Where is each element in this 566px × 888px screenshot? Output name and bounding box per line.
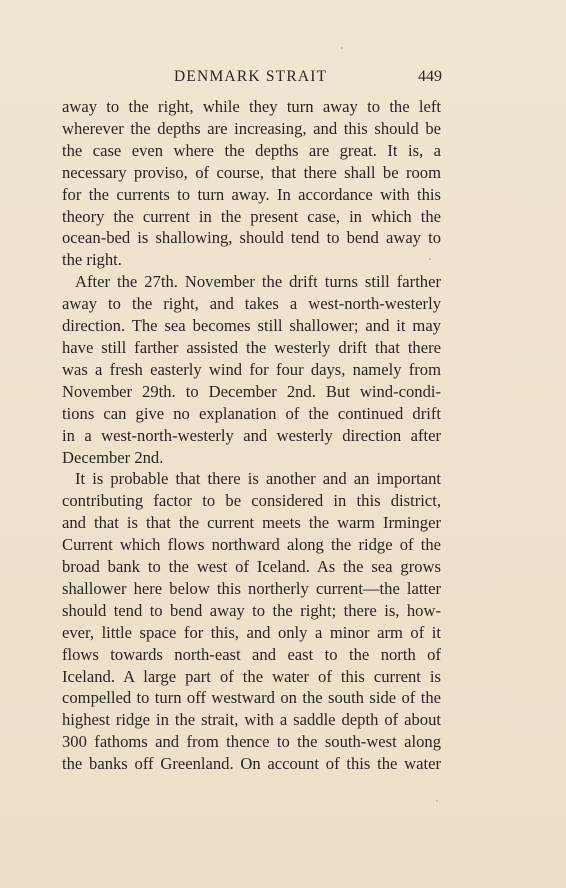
paragraph-3 xyxy=(62,468,441,775)
page-number: 449 xyxy=(418,68,442,85)
text-line: the banks off Greenland. On account of this the water xyxy=(62,754,441,774)
text-line: ever, little space for this, and only a minor arm of it xyxy=(62,622,441,642)
text-line: the case even where the depths are great. It is, a xyxy=(62,140,441,160)
text-line: necessary proviso, of course, that there shall be room xyxy=(62,162,441,182)
text-line: flows towards north-east and east to the north of xyxy=(62,644,441,664)
text-line: After the 27th. November the drift turns still farther xyxy=(75,272,441,292)
text-line: tions can give no explanation of the continued drift xyxy=(62,403,441,423)
text-line: broad bank to the west of Iceland. As the sea grows xyxy=(62,557,441,577)
text-line: away to the right, and takes a west-north-westerly xyxy=(62,294,441,314)
text-line: the right. xyxy=(62,250,122,270)
text-line: should tend to bend away to the right; there is, how- xyxy=(62,600,441,620)
running-head xyxy=(62,66,442,88)
text-line: December 2nd. xyxy=(62,447,164,467)
text-line: was a fresh easterly wind for four days, namely from xyxy=(62,359,441,379)
paragraph-1 xyxy=(62,96,441,271)
text-line: Current which flows northward along the ridge of the xyxy=(62,535,441,555)
text-line: shallower here below this northerly current—the latter xyxy=(62,578,441,598)
text-line: wherever the depths are increasing, and this should be xyxy=(62,118,441,138)
text-line: highest ridge in the strait, with a saddle depth of about xyxy=(62,710,441,730)
paper-speck xyxy=(341,47,343,49)
text-line: and that is that the current meets the warm Irminger xyxy=(62,513,441,533)
text-line: in a west-north-westerly and westerly direction after xyxy=(62,425,441,445)
text-line: ocean-bed is shallowing, should tend to bend away to xyxy=(62,228,441,248)
text-line: direction. The sea becomes still shallower; and it may xyxy=(62,316,441,336)
text-line: November 29th. to December 2nd. But wind-condi- xyxy=(62,381,441,401)
paper-speck xyxy=(429,258,431,260)
text-line: contributing factor to be considered in this district, xyxy=(62,491,441,511)
text-line: 300 fathoms and from thence to the south-west along xyxy=(62,732,441,752)
text-line: have still farther assisted the westerly drift that there xyxy=(62,337,441,357)
text-line: for the currents to turn away. In accordance with this xyxy=(62,184,441,204)
running-title: DENMARK STRAIT xyxy=(174,68,328,85)
paragraph-2 xyxy=(62,271,441,468)
body-text xyxy=(62,96,441,775)
text-line: Iceland. A large part of the water of this current is xyxy=(62,666,441,686)
paper-speck xyxy=(436,800,438,802)
text-line: away to the right, while they turn away to the left xyxy=(62,97,441,116)
text-line: compelled to turn off westward on the south side of the xyxy=(62,688,441,708)
text-line: theory the current in the present case, in which the xyxy=(62,206,441,226)
text-line: It is probable that there is another and an important xyxy=(75,469,441,489)
